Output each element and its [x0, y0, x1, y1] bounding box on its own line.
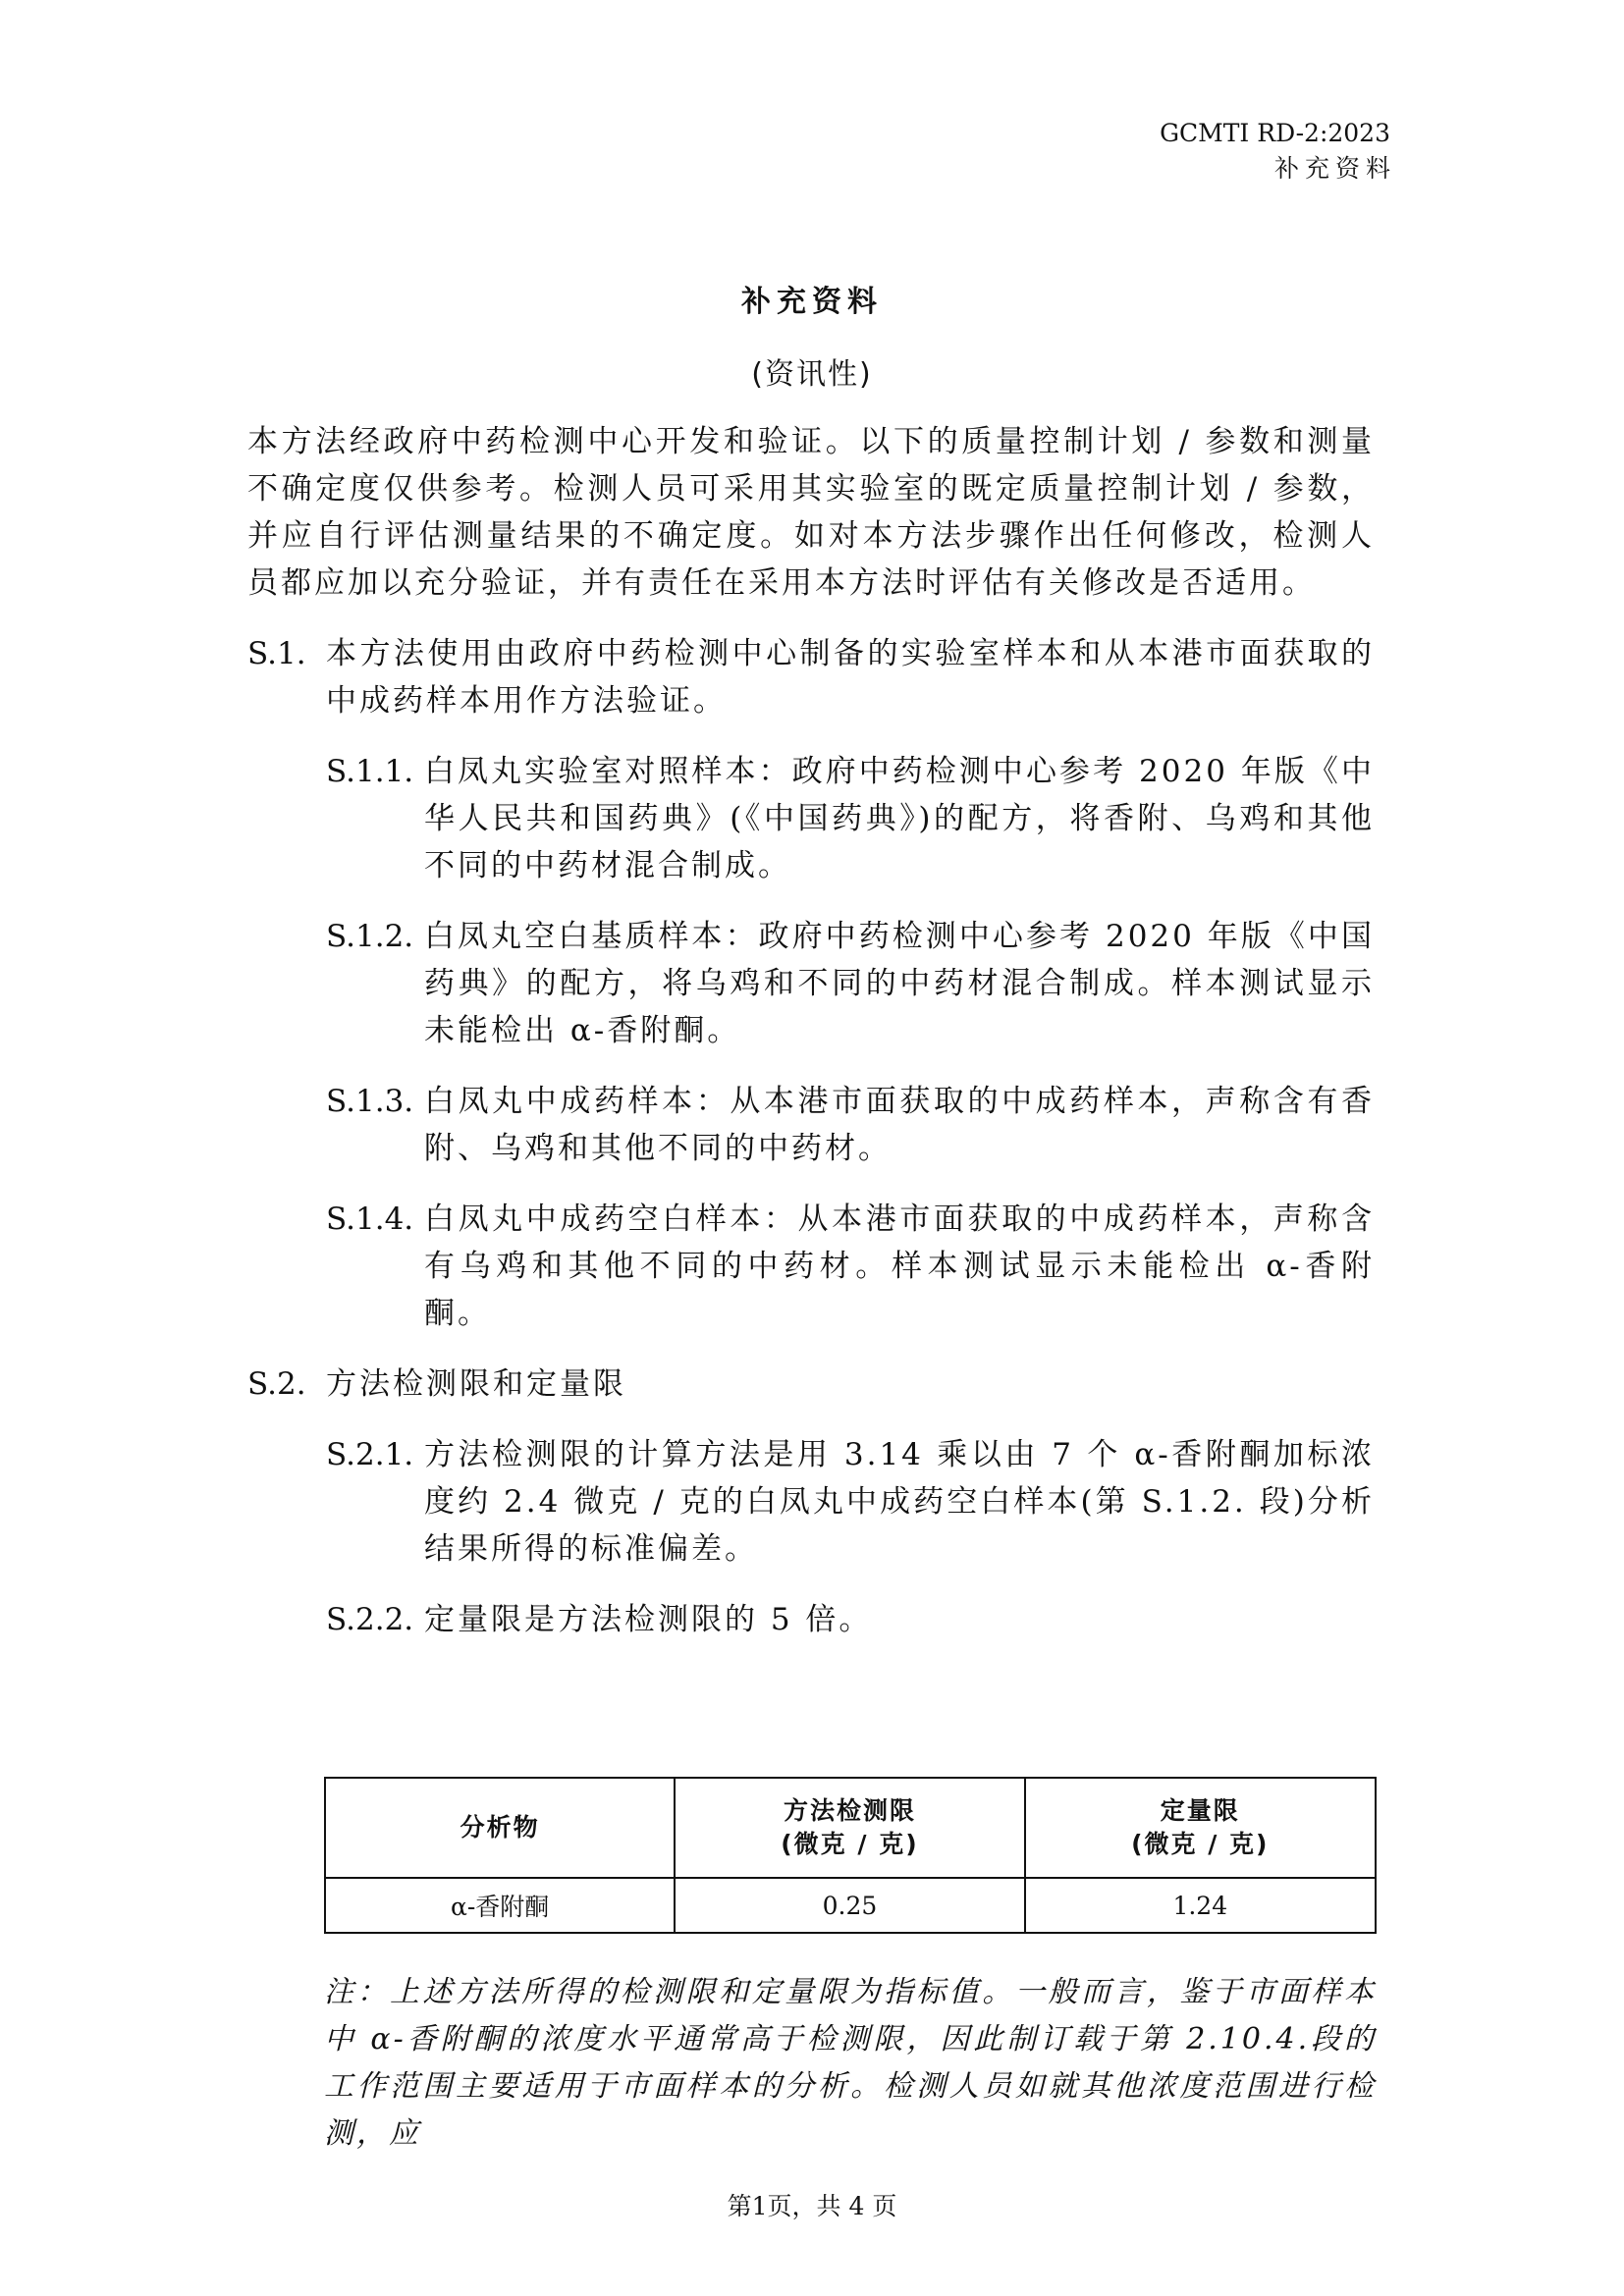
- header-mdl-unit: (微克 / 克): [781, 1830, 919, 1858]
- page-footer: 第1页，共 4 页: [727, 2192, 897, 2220]
- section-text: 方法检测限的计算方法是用 3.14 乘以由 7 个 α-香附酮加标浓度约 2.4 微克 / 克的白凤丸中成药空白样本(第 S.1.2. 段)分析结果所得的标准偏差。: [424, 1437, 1375, 1567]
- section-s1: [247, 630, 1375, 724]
- document-code: GCMTI RD-2:2023: [1160, 119, 1390, 147]
- section-s2-2: [326, 1596, 1375, 1643]
- section-s1-4: [326, 1196, 1375, 1337]
- page-header: [1160, 116, 1396, 187]
- header-label: 补充资料: [1273, 154, 1396, 183]
- section-number: S.2.1.: [326, 1437, 414, 1472]
- section-text: 白凤丸空白基质样本：政府中药检测中心参考 2020 年版《中国药典》的配方，将乌鸡和不同的中药材混合制成。样本测试显示未能检出 α-香附酮。: [424, 919, 1375, 1048]
- section-number: S.2.2.: [326, 1602, 414, 1637]
- cell-mdl: 0.25: [675, 1878, 1024, 1933]
- document-body: [247, 418, 1375, 1667]
- header-mdl: [675, 1778, 1024, 1878]
- header-loq: [1025, 1778, 1376, 1878]
- section-number: S.1.2.: [326, 919, 414, 954]
- section-text: 白凤丸实验室对照样本：政府中药检测中心参考 2020 年版《中华人民共和国药典》(《中国药典》)的配方，将香附、乌鸡和其他不同的中药材混合制成。: [424, 754, 1375, 883]
- section-number: S.2.: [247, 1366, 306, 1402]
- header-mdl-label: 方法检测限: [783, 1796, 916, 1825]
- page-title: 补充资料: [741, 285, 883, 319]
- header-analyte-label: 分析物: [460, 1813, 540, 1842]
- table-row: [325, 1878, 1376, 1933]
- cell-analyte: α-香附酮: [325, 1878, 675, 1933]
- section-s1-2: [326, 913, 1375, 1054]
- page-subtitle: (资讯性): [751, 357, 873, 392]
- section-s2: [247, 1361, 1375, 1408]
- section-number: S.1.4.: [326, 1201, 414, 1237]
- section-number: S.1.: [247, 636, 306, 671]
- section-s2-1: [326, 1431, 1375, 1573]
- intro-paragraph: 本方法经政府中药检测中心开发和验证。以下的质量控制计划 / 参数和测量不确定度仅供参考。检测人员可采用其实验室的既定质量控制计划 / 参数，并应自行评估测量结果的不确定度。如对本方法步骤作出任何修改，检测人员都应加以充分验证，并有责任在采用本方法时评估有关修改是否适用。: [247, 424, 1375, 601]
- cell-loq: 1.24: [1025, 1878, 1376, 1933]
- section-text: 本方法使用由政府中药检测中心制备的实验室样本和从本港市面获取的中成药样本用作方法验证。: [326, 636, 1375, 719]
- section-number: S.1.1.: [326, 754, 414, 789]
- section-text: 定量限是方法检测限的 5 倍。: [424, 1602, 873, 1637]
- section-s1-1: [326, 748, 1375, 889]
- section-s1-3: [326, 1078, 1375, 1172]
- table-header-row: [325, 1778, 1376, 1878]
- section-text: 白凤丸中成药空白样本：从本港市面获取的中成药样本，声称含有乌鸡和其他不同的中药材。样本测试显示未能检出 α-香附酮。: [424, 1201, 1375, 1331]
- header-analyte: [325, 1778, 675, 1878]
- header-loq-label: 定量限: [1160, 1796, 1240, 1825]
- detection-limit-table: [324, 1777, 1377, 1934]
- section-number: S.1.3.: [326, 1084, 414, 1119]
- section-text: 白凤丸中成药样本：从本港市面获取的中成药样本，声称含有香附、乌鸡和其他不同的中药材。: [424, 1084, 1375, 1166]
- section-text: 方法检测限和定量限: [326, 1366, 626, 1402]
- table-note: 注：上述方法所得的检测限和定量限为指标值。一般而言，鉴于市面样本中 α-香附酮的浓度水平通常高于检测限，因此制订载于第 2.10.4.段的工作范围主要适用于市面样本的分析。检测人员如就其他浓度范围进行检测，应: [324, 1975, 1377, 2151]
- header-loq-unit: (微克 / 克): [1131, 1830, 1270, 1858]
